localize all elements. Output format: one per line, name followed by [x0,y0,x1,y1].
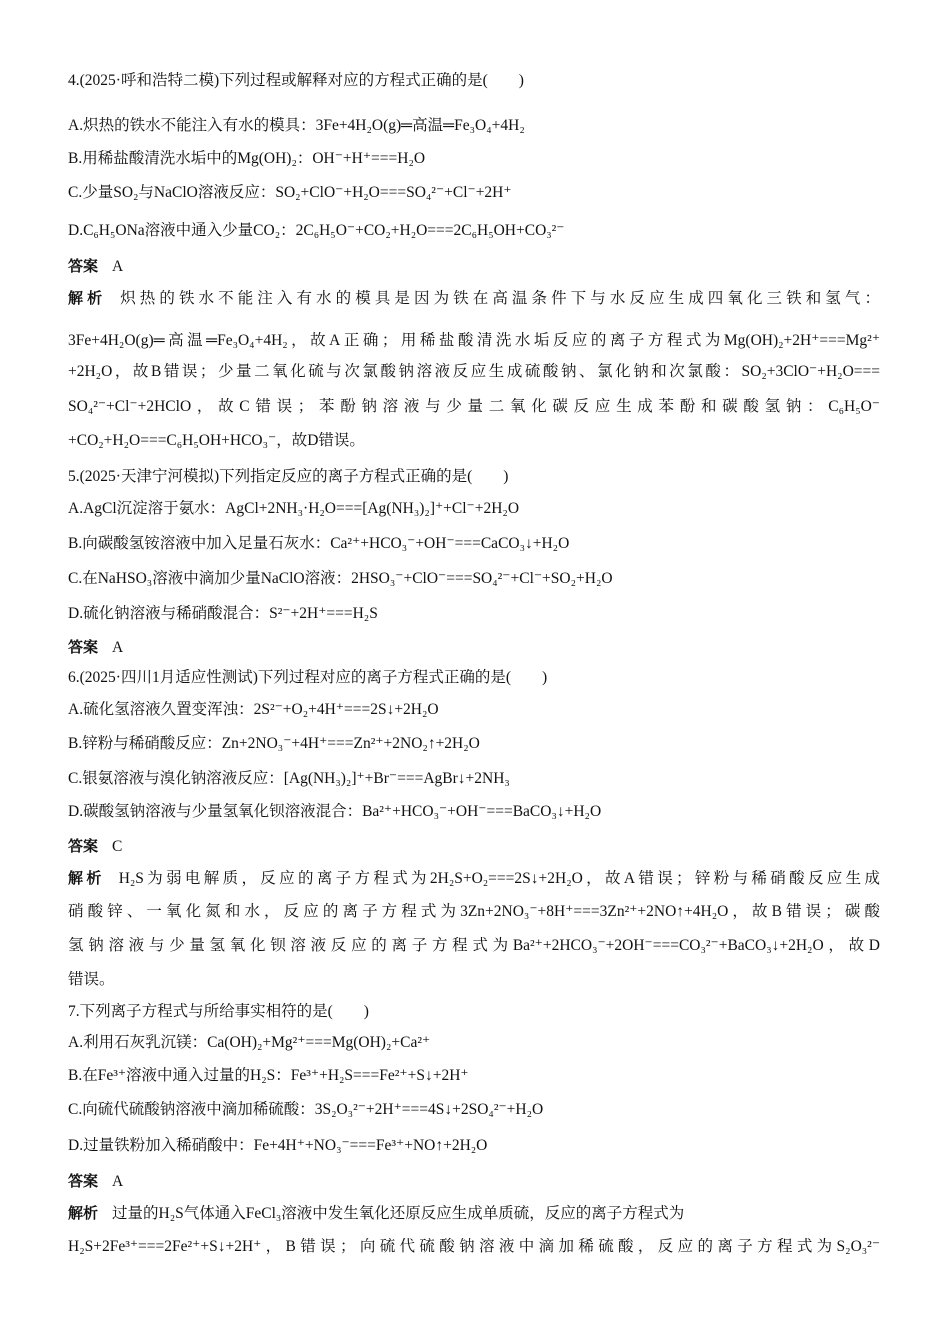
q5-option-d: D.硫化钠溶液与稀硝酸混合：S²⁻+2H⁺===H₂S [68,605,378,622]
q4-option-a: A.炽热的铁水不能注入有水的模具：3Fe+4H₂O(g)═高温═Fe₃O₄+4H₂ [68,117,525,134]
analysis-label: 解析 [68,289,107,307]
q6-analysis-line-4: 错误。 [68,971,115,988]
q4-option-c: C.少量SO₂与NaClO溶液反应：SO₂+ClO⁻+H₂O===SO₄²⁻+Cl⁻+2H⁺ [68,184,512,201]
q5-option-b: B.向碳酸氢铵溶液中加入足量石灰水：Ca²⁺+HCO₃⁻+OH⁻===CaCO₃↓+H₂O [68,535,570,552]
analysis-label: 解析 [68,869,105,887]
answer-label: 答案 [68,1172,99,1190]
q5-answer: A [112,639,124,656]
q4-analysis-line-5: +CO₂+H₂O===C₆H₅OH+HCO₃⁻，故D错误。 [68,432,365,449]
q5-stem: 5.(2025·天津宁河模拟)下列指定反应的离子方程式正确的是( ) [68,468,509,485]
q4-answer: A [112,258,124,275]
q7-option-b: B.在Fe³⁺溶液中通入过量的H₂S：Fe³⁺+H₂S===Fe²⁺+S↓+2H⁺ [68,1067,469,1084]
q7-option-a: A.利用石灰乳沉镁：Ca(OH)₂+Mg²⁺===Mg(OH)₂+Ca²⁺ [68,1034,431,1051]
q4-answer-row [68,255,123,278]
q6-answer: C [112,838,123,855]
q6-analysis-line-2: 硝酸锌、一氧化氮和水，反应的离子方程式为3Zn+2NO₃⁻+8H⁺===3Zn²⁺+2NO↑+4H₂O，故B错误；碳酸 [68,903,880,920]
q6-analysis-line-1: 解析 H₂S为弱电解质，反应的离子方程式为2H₂S+O₂===2S↓+2H₂O，故A错误；锌粉与稀硝酸反应生成 [68,869,880,887]
answer-label: 答案 [68,837,99,855]
q6-analysis-line-3: 氢钠溶液与少量氢氧化钡溶液反应的离子方程式为Ba²⁺+2HCO₃⁻+2OH⁻===CO₃²⁻+BaCO₃↓+2H₂O，故D [68,937,880,954]
q6-option-a: A.硫化氢溶液久置变浑浊：2S²⁻+O₂+4H⁺===2S↓+2H₂O [68,701,439,718]
q7-answer: A [112,1173,124,1190]
q7-answer-row [68,1170,123,1193]
q6-answer-row [68,835,122,858]
q6-stem: 6.(2025·四川1月适应性测试)下列过程对应的离子方程式正确的是( ) [68,669,548,686]
q4-stem: 4.(2025·呼和浩特二模)下列过程或解释对应的方程式正确的是( ) [68,72,524,89]
q6-option-b: B.锌粉与稀硝酸反应：Zn+2NO₃⁻+4H⁺===Zn²⁺+2NO₂↑+2H₂O [68,735,480,752]
q6-option-d: D.碳酸氢钠溶液与少量氢氧化钡溶液混合：Ba²⁺+HCO₃⁻+OH⁻===BaCO₃↓+H₂O [68,803,602,820]
q4-analysis-line-2: 3Fe+4H₂O(g)═高温═Fe₃O₄+4H₂，故A正确；用稀盐酸清洗水垢反应的离子方程式为Mg(OH)₂+2H⁺===Mg²⁺ [68,332,880,349]
analysis-label: 解析 [68,1204,99,1222]
q7-analysis-line-2: H₂S+2Fe³⁺===2Fe²⁺+S↓+2H⁺，B错误；向硫代硫酸钠溶液中滴加稀硫酸，反应的离子方程式为S₂O₃²⁻ [68,1238,880,1255]
q5-option-a: A.AgCl沉淀溶于氨水：AgCl+2NH₃·H₂O===[Ag(NH₃)₂]⁺+Cl⁻+2H₂O [68,500,520,517]
answer-label: 答案 [68,257,99,275]
q7-stem: 7.下列离子方程式与所给事实相符的是( ) [68,1003,369,1020]
q4-analysis-line-4: SO₄²⁻+Cl⁻+2HClO，故C错误；苯酚钠溶液与少量二氧化碳反应生成苯酚和碳酸氢钠：C₆H₅O⁻ [68,398,880,415]
q7-option-c: C.向硫代硫酸钠溶液中滴加稀硫酸：3S₂O₃²⁻+2H⁺===4S↓+2SO₄²⁻+H₂O [68,1101,544,1118]
q4-option-d: D.C₆H₅ONa溶液中通入少量CO₂：2C₆H₅O⁻+CO₂+H₂O===2C₆H₅OH+CO₃²⁻ [68,222,565,239]
q4-option-b: B.用稀盐酸清洗水垢中的Mg(OH)₂：OH⁻+H⁺===H₂O [68,150,426,167]
q4-analysis-line-3: +2H₂O，故B错误；少量二氧化硫与次氯酸钠溶液反应生成硫酸钠、氯化钠和次氯酸：SO₂+3ClO⁻+H₂O=== [68,363,880,380]
q4-analysis-line-1: 解析 炽热的铁水不能注入有水的模具是因为铁在高温条件下与水反应生成四氧化三铁和氢气： [68,289,880,307]
q5-answer-row [68,636,123,659]
answer-label: 答案 [68,638,99,656]
q5-option-c: C.在NaHSO₃溶液中滴加少量NaClO溶液：2HSO₃⁻+ClO⁻===SO₄²⁻+Cl⁻+SO₂+H₂O [68,570,613,587]
q6-option-c: C.银氨溶液与溴化钠溶液反应：[Ag(NH₃)₂]⁺+Br⁻===AgBr↓+2NH₃ [68,770,510,787]
q7-analysis-line-1: 解析 过量的H₂S气体通入FeCl₃溶液中发生氧化还原反应生成单质硫，反应的离子方程式为 [68,1204,685,1222]
q7-option-d: D.过量铁粉加入稀硝酸中：Fe+4H⁺+NO₃⁻===Fe³⁺+NO↑+2H₂O [68,1137,488,1154]
